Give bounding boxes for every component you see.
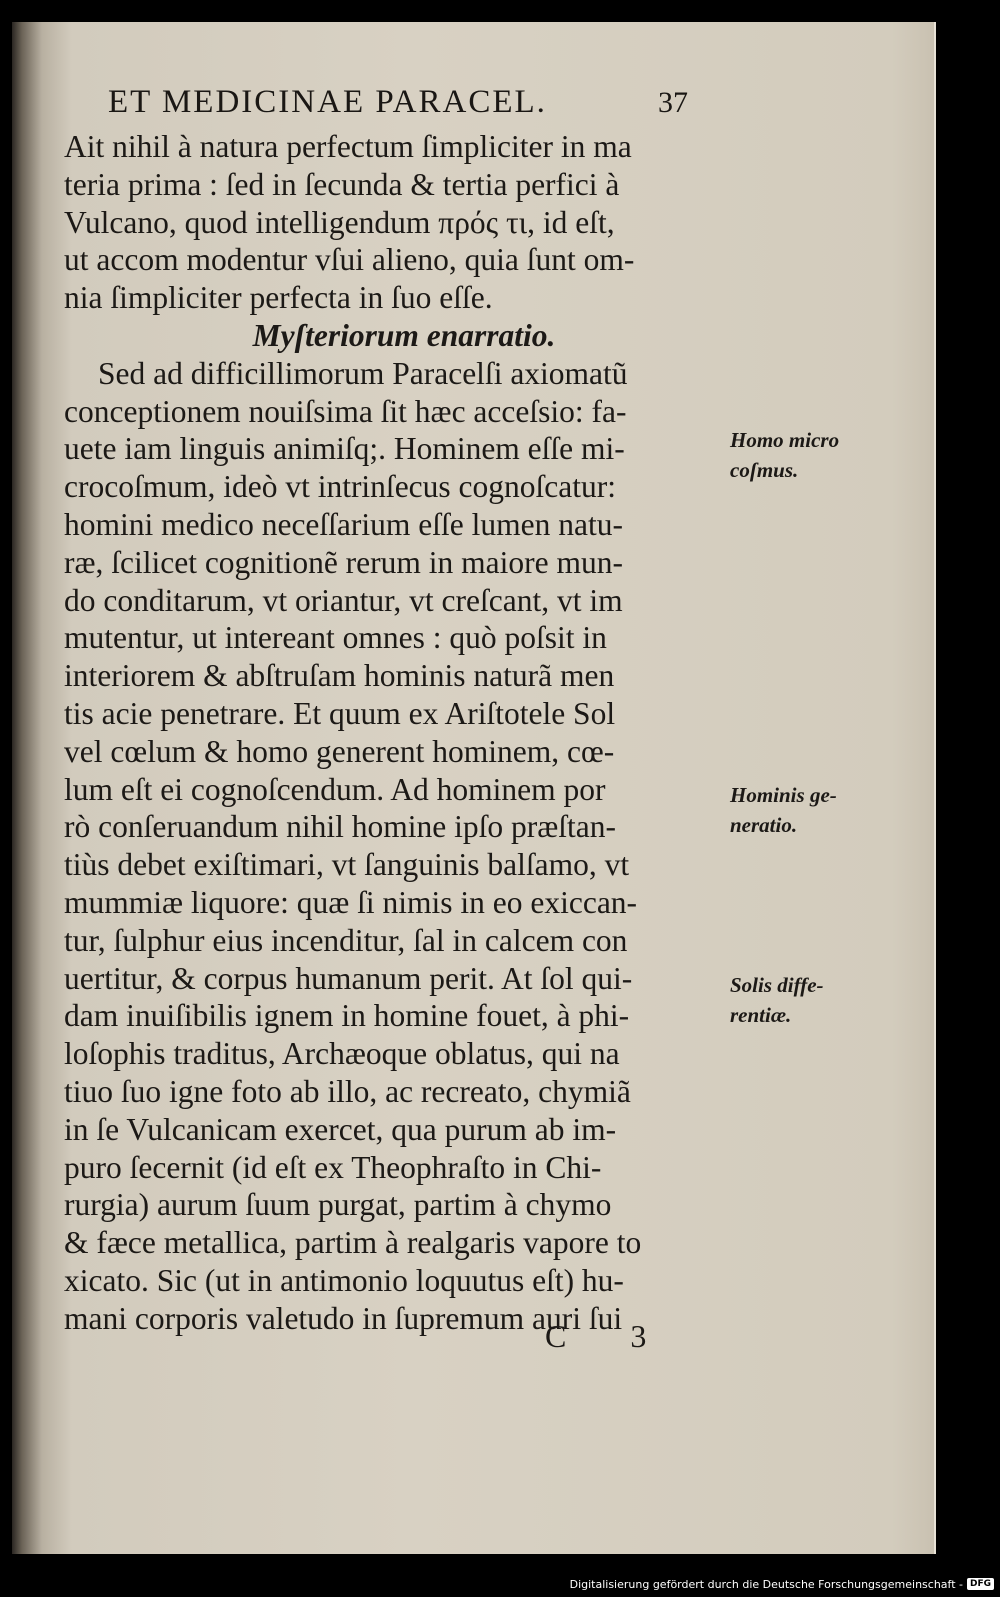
text-line: uete iam linguis animiſq;. Hominem eſſe mi- (64, 431, 625, 467)
signature-mark: C 3 (545, 1318, 675, 1354)
text-line: rurgia) aurum ſuum purgat, partim à chymo (64, 1187, 612, 1223)
page-edge (934, 22, 936, 1554)
text-line: tiuo ſuo igne foto ab illo, ac recreato, chymiã (64, 1073, 631, 1109)
marginal-note-line: Hominis ge- (730, 783, 837, 807)
text-line: xicato. Sic (ut in antimonio loquutus eſt) hu- (64, 1262, 624, 1298)
text-line: Vulcano, quod intelligendum πρός τι, id eſt, (64, 204, 615, 240)
digitization-footer (570, 1573, 994, 1595)
text-line: mani corporis valetudo in ſupremum auri ſui (64, 1300, 623, 1336)
marginal-note-line: rentiæ. (730, 1003, 792, 1027)
running-head: ET MEDICINAE PARACEL. (108, 84, 547, 120)
marginal-note-line: coſmus. (730, 458, 799, 482)
marginal-note-line: Homo micro (730, 428, 840, 452)
text-line: nia ſimpliciter perfecta in ſuo eſſe. (64, 280, 493, 316)
text-line: ut accom modentur vſui alieno, quia ſunt om- (64, 242, 635, 278)
text-line: lum eſt ei cognoſcendum. Ad hominem por (64, 771, 606, 807)
marginal-note-hominis-generatio (730, 780, 890, 840)
text-line: do conditarum, vt oriantur, vt creſcant, vt im (64, 582, 623, 618)
marginal-note-line: neratio. (730, 813, 798, 837)
text-line: Ait nihil à natura perfectum ſimpliciter in ma (64, 129, 632, 164)
dfg-logo: DFG (967, 1578, 994, 1590)
text-line: uertitur, & corpus humanum perit. At ſol qui- (64, 960, 633, 996)
marginal-note-line: Solis diffe- (730, 973, 824, 997)
text-line: crocoſmum, ideò vt intrinſecus cognoſcatur: (64, 469, 616, 505)
section-heading: Myſteriorum enarratio. (252, 317, 556, 353)
text-line: in ſe Vulcanicam exercet, qua purum ab im- (64, 1111, 617, 1147)
text-line: conceptionem nouiſsima ſit hæc acceſsio: fa- (64, 393, 627, 429)
text-line: vel cœlum & homo generent hominem, cœ- (64, 733, 615, 769)
text-line: rò conſeruandum nihil homine ipſo præſtan- (64, 809, 617, 845)
text-line: loſophis traditus, Archæoque oblatus, qui na (64, 1036, 620, 1072)
text-line: interiorem & abſtruſam hominis naturã men (64, 658, 615, 694)
text-line: & fæce metallica, partim à realgaris vapore to (64, 1225, 642, 1261)
text-line: dam inuiſibilis ignem in homine fouet, à phi- (64, 998, 630, 1034)
text-line: tiùs debet exiſtimari, vt ſanguinis balſamo, vt (64, 847, 630, 883)
text-line: Sed ad difficillimorum Paracelſi axiomatũ (98, 355, 628, 391)
text-line: teria prima : ſed in ſecunda & tertia perfici à (64, 166, 620, 202)
text-line: tis acie penetrare. Et quum ex Ariſtotele Sol (64, 695, 616, 731)
text-line: mummiæ liquore: quæ ſi nimis in eo exiccan- (64, 884, 638, 920)
text-line: tur, ſulphur eius incenditur, ſal in calcem con (64, 922, 628, 958)
marginal-note-homo-microcosmus (730, 425, 890, 485)
marginal-note-solis-differentiae (730, 970, 890, 1030)
body-text (64, 128, 724, 1338)
text-line: puro ſecernit (id eſt ex Theophraſto in Chi- (64, 1149, 602, 1185)
page-number: 37 (658, 86, 688, 119)
footer-text: Digitalisierung gefördert durch die Deutsche Forschungsgemeinschaft - (569, 1577, 963, 1591)
text-line: ræ, ſcilicet cognitionẽ rerum in maiore mun- (64, 544, 623, 580)
text-line: mutentur, ut intereant omnes : quò poſsit in (64, 620, 607, 656)
text-line: homini medico neceſſarium eſſe lumen natu- (64, 506, 623, 542)
